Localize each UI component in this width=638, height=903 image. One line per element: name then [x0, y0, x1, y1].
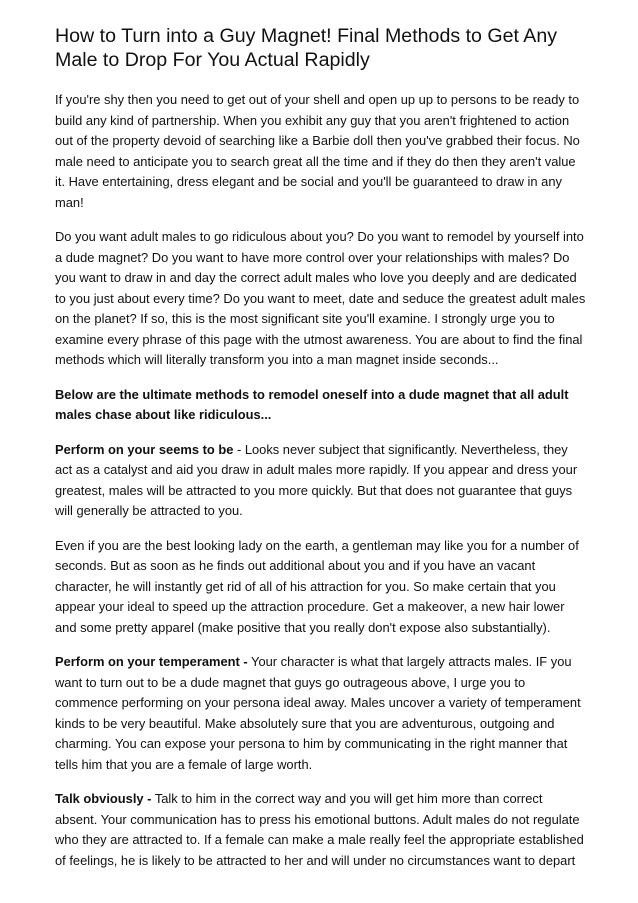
paragraph-lead: Perform on your temperament - — [55, 654, 248, 669]
document-content — [55, 24, 587, 885]
paragraph-methods-heading — [55, 385, 587, 426]
paragraph-text: Do you want adult males to go ridiculous about you? Do you want to remodel by yourself into a dude magnet? Do you want to have more control over your relationships with males? Do you want to draw in and day the correct adult males who love you deeply and are dedicated to you just about every time? Do you want to meet, date and seduce the greatest adult males on the planet? If so, this is the most significant site you'll examine. I strongly urge you to examine every phrase of this page with the utmost awareness. You are about to find the final methods which will literally transform you into a man magnet inside seconds... — [55, 229, 586, 367]
paragraph-text: Even if you are the best looking lady on the earth, a gentleman may like you for a number of seconds. But as soon as he finds out additional about you and if you have an vacant character, he will instantly get rid of all of his attraction for you. So make certain that you appear your ideal to speed up the attraction procedure. Get a makeover, a new hair lower and some pretty apparel (make positive that you really don't expose also substantially). — [55, 537, 579, 635]
document-title: How to Turn into a Guy Magnet! Final Methods to Get Any Male to Drop For You Actual Rapidly — [55, 25, 558, 71]
paragraph-lead: Talk obviously - — [55, 791, 152, 806]
paragraph-temperament — [55, 652, 587, 775]
paragraph-text: - Looks never subject that significantly. Nevertheless, they act as a catalyst and aid you draw in adult males more rapidly. If you appear and dress your greatest, males will be attracted to you more quickly. But that does not guarantee that guys will generally be attracted to you. — [55, 441, 578, 518]
paragraph-intro — [55, 90, 587, 213]
paragraph-lead: Below are the ultimate methods to remodel oneself into a dude magnet that all adult males chase about like ridiculous... — [55, 386, 569, 422]
paragraph-text: Talk to him in the correct way and you will get him more than correct absent. Your communication has to press his emotional buttons. Adult males do not regulate who they are attracted to. If a female can make a male really feel the appropriate established of feelings, he is likely to be attracted to her and will under no circumstances want to depart — [55, 791, 584, 868]
paragraph-best-looking — [55, 536, 587, 639]
paragraph-looks — [55, 440, 587, 522]
paragraph-lead: Perform on your seems to be — [55, 441, 234, 457]
paragraph-talk — [55, 789, 587, 871]
paragraph-questions — [55, 227, 587, 371]
paragraph-text: Your character is what that largely attracts males. IF you want to turn out to be a dude magnet that guys go outrageous above, I urge you to commence performing on your persona ideal away. Males uncover a variety of temperament kinds to be very beautiful. Make absolutely sure that you are adventurous, outgoing and charming. You can expose your persona to him by communicating in the right manner that tells him that you are a female of large worth. — [55, 654, 581, 772]
paragraph-text: If you're shy then you need to get out of your shell and open up up to persons to be ready to build any kind of partnership. When you exhibit any guy that you aren't frightened to action out of the property devoid of searching like a Barbie doll then you've grabbed their focus. No male need to anticipate you to search great all the time and if they do then they aren't value it. Have entertaining, dress elegant and be social and you'll be guaranteed to draw in any man! — [55, 92, 580, 210]
